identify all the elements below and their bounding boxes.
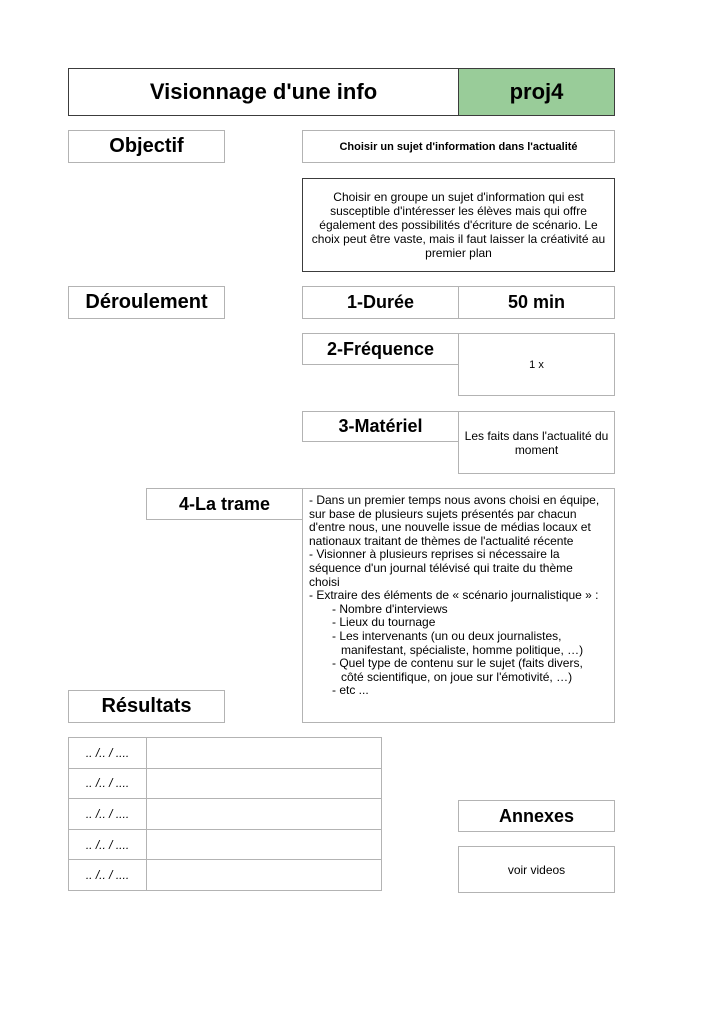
result-date[interactable]: .. /.. / ....	[69, 738, 147, 769]
annexes-value: voir videos	[458, 846, 615, 893]
result-value[interactable]	[147, 738, 382, 769]
table-row	[69, 860, 382, 891]
deroulement-heading: Déroulement	[68, 286, 225, 319]
table-row	[69, 768, 382, 799]
trame-sub-item: - Les intervenants (un ou deux journalistes,	[332, 628, 562, 643]
project-code-badge: proj4	[458, 68, 615, 116]
trame-label: 4-La trame	[146, 488, 303, 520]
objectif-heading: Objectif	[68, 130, 225, 163]
table-row	[69, 738, 382, 769]
result-date[interactable]: .. /.. / ....	[69, 829, 147, 860]
trame-sub-item: manifestant, spécialiste, homme politique, …)	[341, 642, 584, 657]
trame-line: - Extraire des éléments de « scénario journalistique » :	[309, 588, 599, 603]
trame-sub-item: côté scientifique, on joue sur l'émotivité, …)	[341, 669, 573, 684]
trame-content	[302, 488, 615, 723]
result-date[interactable]: .. /.. / ....	[69, 799, 147, 830]
result-value[interactable]	[147, 860, 382, 891]
trame-line: sur base de plusieurs sujets présentés par chacun	[309, 506, 577, 521]
objectif-description: Choisir en groupe un sujet d'information qui est susceptible d'intéresser les élèves mais qui offre également des possibilités d'écriture de scénario. Le choix peut être vaste, mais il faut laisser la créativité au premier plan	[302, 178, 615, 272]
trame-sub-item: - Lieux du tournage	[332, 615, 436, 630]
table-row	[69, 829, 382, 860]
frequence-value: 1 x	[458, 333, 615, 396]
table-row	[69, 799, 382, 830]
trame-line: - Visionner à plusieurs reprises si nécessaire la	[309, 547, 560, 562]
frequence-label: 2-Fréquence	[302, 333, 459, 365]
result-date[interactable]: .. /.. / ....	[69, 768, 147, 799]
trame-line: nationaux traitant de thèmes de l'actualité récente	[309, 533, 574, 548]
result-value[interactable]	[147, 768, 382, 799]
trame-line: choisi	[309, 574, 340, 589]
document-title: Visionnage d'une info	[68, 68, 459, 116]
annexes-heading: Annexes	[458, 800, 615, 832]
duree-value: 50 min	[458, 286, 615, 319]
duree-label: 1-Durée	[302, 286, 459, 319]
trame-sub-item: - Nombre d'interviews	[332, 601, 448, 616]
result-value[interactable]	[147, 799, 382, 830]
resultats-table	[68, 737, 382, 891]
materiel-label: 3-Matériel	[302, 411, 459, 442]
resultats-heading: Résultats	[68, 690, 225, 723]
objectif-summary: Choisir un sujet d'information dans l'actualité	[302, 130, 615, 163]
trame-sub-item: - Quel type de contenu sur le sujet (faits divers,	[332, 656, 583, 671]
trame-sub-item: - etc ...	[332, 683, 369, 698]
trame-line: séquence d'un journal télévisé qui traite du thème	[309, 560, 573, 575]
result-date[interactable]: .. /.. / ....	[69, 860, 147, 891]
trame-line: d'entre nous, une nouvelle issue de médias locaux et	[309, 520, 591, 535]
result-value[interactable]	[147, 829, 382, 860]
materiel-value: Les faits dans l'actualité du moment	[458, 411, 615, 474]
trame-line: - Dans un premier temps nous avons choisi en équipe,	[309, 493, 600, 507]
